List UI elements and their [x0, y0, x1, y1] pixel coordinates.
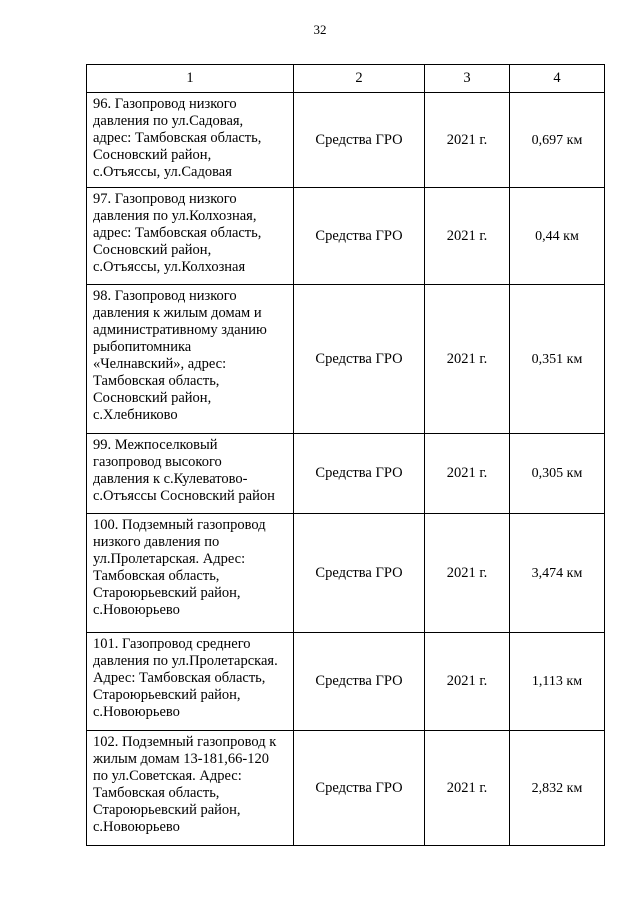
year-cell: 2021 г. — [425, 434, 510, 514]
object-description: 96. Газопровод низкого давления по ул.Садовая, адрес: Тамбовская область, Сосновский район, с.Отъяссы, ул.Садовая — [87, 93, 294, 188]
column-header: 2 — [294, 65, 425, 93]
funding-source: Средства ГРО — [294, 93, 425, 188]
length-cell: 0,351 км — [510, 285, 605, 434]
funding-source: Средства ГРО — [294, 434, 425, 514]
year-cell: 2021 г. — [425, 93, 510, 188]
year-cell: 2021 г. — [425, 285, 510, 434]
table-row — [87, 434, 605, 514]
table-row — [87, 93, 605, 188]
year-cell: 2021 г. — [425, 188, 510, 285]
column-header: 1 — [87, 65, 294, 93]
length-cell: 0,44 км — [510, 188, 605, 285]
object-description: 99. Межпоселковый газопровод высокого давления к с.Кулеватово- с.Отъяссы Сосновский район — [87, 434, 294, 514]
funding-source: Средства ГРО — [294, 285, 425, 434]
table-row — [87, 514, 605, 633]
funding-source: Средства ГРО — [294, 514, 425, 633]
table-row — [87, 188, 605, 285]
length-cell: 2,832 км — [510, 731, 605, 846]
object-description: 102. Подземный газопровод к жилым домам 13-181,66-120 по ул.Советская. Адрес: Тамбовская область, Староюрьевский район, с.Новоюрьево — [87, 731, 294, 846]
year-cell: 2021 г. — [425, 514, 510, 633]
funding-source: Средства ГРО — [294, 731, 425, 846]
length-cell: 0,305 км — [510, 434, 605, 514]
table-row — [87, 731, 605, 846]
object-description: 100. Подземный газопровод низкого давления по ул.Пролетарская. Адрес: Тамбовская область, Староюрьевский район, с.Новоюрьево — [87, 514, 294, 633]
object-description: 97. Газопровод низкого давления по ул.Колхозная, адрес: Тамбовская область, Сосновский район, с.Отъяссы, ул.Колхозная — [87, 188, 294, 285]
table-row — [87, 285, 605, 434]
object-description: 101. Газопровод среднего давления по ул.Пролетарская. Адрес: Тамбовская область, Староюрьевский район, с.Новоюрьево — [87, 633, 294, 731]
year-cell: 2021 г. — [425, 731, 510, 846]
object-table — [86, 64, 605, 846]
column-header: 3 — [425, 65, 510, 93]
object-description: 98. Газопровод низкого давления к жилым домам и административному зданию рыбопитомника «Челнавский», адрес: Тамбовская область, Сосновский район, с.Хлебниково — [87, 285, 294, 434]
page-number: 32 — [313, 22, 327, 37]
length-cell: 0,697 км — [510, 93, 605, 188]
funding-source: Средства ГРО — [294, 633, 425, 731]
funding-source: Средства ГРО — [294, 188, 425, 285]
length-cell: 3,474 км — [510, 514, 605, 633]
year-cell: 2021 г. — [425, 633, 510, 731]
length-cell: 1,113 км — [510, 633, 605, 731]
column-header: 4 — [510, 65, 605, 93]
table-row — [87, 633, 605, 731]
header-row — [87, 65, 605, 93]
